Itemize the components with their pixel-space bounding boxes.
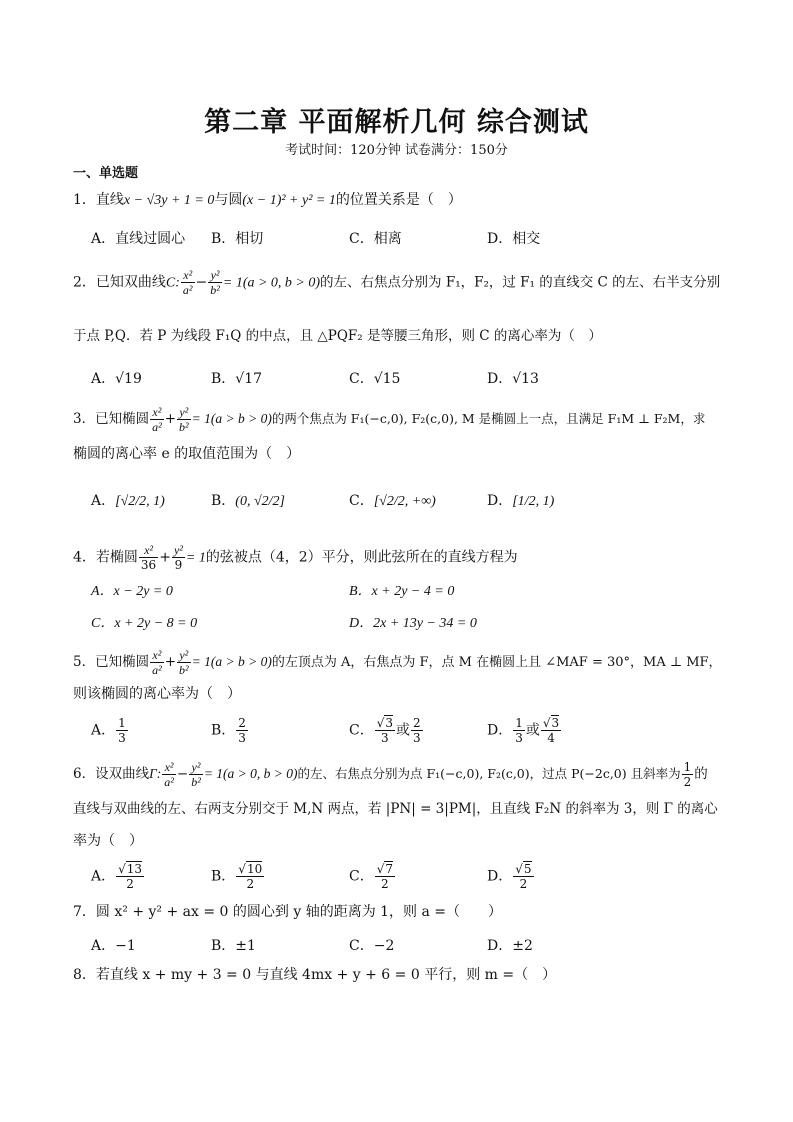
q3-option-a [91, 490, 165, 510]
section-heading: 一、单选题 [73, 166, 139, 181]
q6-suffix-2: 的 [694, 766, 708, 782]
q4-option-a: A．x − 2y = 0 [91, 584, 173, 599]
q5-option-a-label: A． [91, 722, 116, 739]
question-1 [73, 189, 733, 212]
q6-suffix: 的左、右焦点分别为点 F₁(−c,0), F₂(c,0)，过点 P(−2c,0) 且斜率为 [297, 766, 681, 781]
q7-option-c: C．−2 [349, 938, 395, 954]
q7-option-a: A．−1 [91, 938, 136, 954]
q2-curve-name: C: [165, 275, 180, 291]
q6-option-d: D． $\frac{√5}{2}$ [487, 862, 532, 891]
q3-suffix: 的两个焦点为 F₁(−c,0), F₂(c,0), M 是椭圆上一点，且满足 F₁M ⊥ F₂M，求 [271, 411, 706, 426]
q1-middle: 与圆 [214, 192, 243, 208]
q1-circle-equation: (x − 1)² + y² = 1 [242, 193, 336, 208]
q3-frac-x: $\frac{\text{x²}}{\text{a²}}$ [152, 405, 162, 434]
q5-rhs: = 1(a > b > 0) [191, 654, 272, 669]
q3-option-d-label: D． [487, 493, 513, 509]
q2-option-a: A．√19 [91, 371, 142, 387]
q1-line-equation: x − √3y + 1 = 0 [123, 193, 215, 208]
q5-frac-y: $\frac{\text{y²}}{\text{b²}}$ [179, 648, 189, 677]
exam-info: 考试时间：120分钟 试卷满分：150分 [285, 143, 508, 158]
q6-option-c: C． $\frac{√7}{2}$ [349, 862, 394, 891]
question-2: 2．已知双曲线C: $\frac{\text{x²}}{\text{a²}}$ − $\frac{\text{y²}}{\text{b²}}$ = 1(a > 0, b > 0)的左、右焦点分别为 F₁，F₂，过 F₁ 的直线交 C 的左、右半支分别 [73, 268, 721, 297]
q2-option-d: D．√13 [487, 371, 539, 387]
q5-option-a: A． $\frac{1}{3}$ [91, 716, 126, 745]
q6-slope-fraction: $\frac{1}{2}$ [683, 760, 692, 789]
q3-option-c-value: [√2/2, +∞) [373, 494, 436, 509]
q4-option-d: D．2x + 13y − 34 = 0 [349, 616, 477, 631]
q3-option-b [211, 490, 285, 510]
q2-option-c: C．√15 [349, 371, 401, 387]
q5-option-c-or: 或 [396, 722, 411, 739]
q2-prefix: 2．已知双曲线 [73, 274, 166, 291]
q7-option-b: B．±1 [211, 938, 256, 954]
q6-option-c-label: C． [349, 868, 374, 885]
q5-option-d-label: D． [487, 722, 513, 739]
q2-rhs: = 1(a > 0, b > 0) [222, 275, 321, 291]
q3-option-b-value: (0, √2/2] [235, 494, 285, 509]
q1-option-a: A．直线过圆心 [91, 231, 186, 247]
q6-frac-y: $\frac{\text{y²}}{\text{b²}}$ [191, 760, 201, 789]
q1-suffix: 的位置关系是（ ） [335, 192, 462, 208]
question-7: 7．圆 x² + y² + ax = 0 的圆心到 y 轴的距离为 1，则 a =（ ） [73, 904, 503, 920]
q7-option-d: D．±2 [487, 938, 533, 954]
q3-line-2: 椭圆的离心率 e 的取值范围为（ ） [73, 446, 301, 462]
q3-option-b-label: B． [211, 493, 236, 509]
q5-option-b-label: B． [211, 722, 236, 739]
q4-option-c: C．x + 2y − 8 = 0 [91, 616, 198, 631]
q6-rhs: = 1(a > 0, b > 0) [203, 766, 298, 781]
q3-option-a-value: [√2/2, 1) [115, 494, 165, 509]
q6-line-2: 直线与双曲线的左、右两支分别交于 M,N 两点，若 |PN| = 3|PM|，且直线 F₂N 的斜率为 3，则 Γ 的离心 [73, 801, 718, 817]
q3-option-d-value: [1/2, 1) [512, 494, 555, 509]
q6-option-b: B． $\frac{√10}{2}$ [211, 862, 263, 891]
q6-option-b-label: B． [211, 868, 236, 885]
q2-suffix: 的左、右焦点分别为 F₁，F₂，过 F₁ 的直线交 C 的左、右半支分别 [320, 274, 721, 291]
q4-prefix: 4．若椭圆 [73, 549, 138, 566]
q2-option-b: B．√17 [211, 371, 263, 387]
q5-option-d-or: 或 [525, 722, 540, 739]
q6-option-d-label: D． [487, 868, 513, 885]
q6-prefix: 6．设双曲线 [73, 766, 150, 782]
q2-line-2: 于点 P,Q．若 P 为线段 F₁Q 的中点，且 △PQF₂ 是等腰三角形，则 C 的离心率为（ ） [73, 328, 602, 344]
q5-line-2: 则该椭圆的离心率为（ ） [73, 686, 241, 702]
page-title: 第二章 平面解析几何 综合测试 [204, 107, 589, 138]
q5-option-d: D． $\frac{1}{3}$ 或 $\frac{√3}{4}$ [487, 716, 560, 745]
q3-option-d [487, 490, 554, 510]
q2-frac-x: $\frac{\text{x²}}{\text{a²}}$ [182, 268, 193, 297]
q3-option-c-label: C． [349, 493, 374, 509]
q5-prefix: 5．已知椭圆 [73, 654, 150, 670]
q4-suffix: 的弦被点（4，2）平分，则此弦所在的直线方程为 [205, 549, 518, 566]
q5-option-c: C． $\frac{√3}{3}$ 或 $\frac{2}{3}$ [349, 716, 421, 745]
q3-option-a-label: A． [91, 493, 116, 509]
q2-frac-y: $\frac{\text{y²}}{\text{b²}}$ [210, 268, 220, 297]
question-8: 8．若直线 x + my + 3 = 0 与直线 4mx + y + 6 = 0 平行，则 m =（ ） [73, 967, 557, 983]
q5-option-c-label: C． [349, 722, 374, 739]
q6-option-a-label: A． [91, 868, 116, 885]
q4-option-b: B．x + 2y − 4 = 0 [349, 584, 455, 599]
question-6: 6．设双曲线Γ: $\frac{\text{x²}}{\text{a²}}$ − $\frac{\text{y²}}{\text{b²}}$ = 1(a > 0, b > 0)的左、右焦点分别为点 F₁(−c,0), F₂(c,0)，过点 P(−2c,0) 且斜率为 $\frac{1}{2}$ 的 [73, 760, 708, 789]
q1-prefix: 1．直线 [73, 192, 124, 208]
q6-curve-name: Γ: [149, 766, 162, 781]
question-4: 4．若椭圆 $\frac{\text{x²}}{36}$ + $\frac{\text{y²}}{9}$ = 1的弦被点（4，2）平分，则此弦所在的直线方程为 [73, 543, 518, 572]
q3-prefix: 3．已知椭圆 [73, 411, 150, 427]
q5-option-b: B． $\frac{2}{3}$ [211, 716, 246, 745]
q5-frac-x: $\frac{\text{x²}}{\text{a²}}$ [152, 648, 162, 677]
q6-line-3: 率为（ ） [73, 833, 143, 849]
q4-frac-x: $\frac{\text{x²}}{36}$ [140, 543, 157, 572]
question-5: 5．已知椭圆 $\frac{\text{x²}}{\text{a²}}$ + $\frac{\text{y²}}{\text{b²}}$ = 1(a > b > 0)的左顶点为 A，右焦点为 F，点 M 在椭圆上且 ∠MAF = 30°，MA ⊥ MF， [73, 648, 722, 677]
q4-frac-y: $\frac{\text{y²}}{9}$ [173, 543, 183, 572]
q4-rhs: = 1 [185, 550, 206, 566]
q5-suffix: 的左顶点为 A，右焦点为 F，点 M 在椭圆上且 ∠MAF = 30°，MA ⊥ MF， [271, 655, 722, 670]
q1-option-b: B．相切 [211, 231, 264, 247]
q1-option-c: C．相离 [349, 231, 402, 247]
q3-option-c [349, 490, 436, 510]
q3-rhs: = 1(a > b > 0) [191, 411, 272, 426]
q1-option-d: D．相交 [487, 231, 541, 247]
question-3: 3．已知椭圆 $\frac{\text{x²}}{\text{a²}}$ + $\frac{\text{y²}}{\text{b²}}$ = 1(a > b > 0)的两个焦点为 F₁(−c,0), F₂(c,0), M 是椭圆上一点，且满足 F₁M ⊥ F₂M，求 [73, 405, 706, 434]
q6-option-a: A． $\frac{√13}{2}$ [91, 862, 143, 891]
q3-frac-y: $\frac{\text{y²}}{\text{b²}}$ [179, 405, 189, 434]
q6-frac-x: $\frac{\text{x²}}{\text{a²}}$ [164, 760, 174, 789]
